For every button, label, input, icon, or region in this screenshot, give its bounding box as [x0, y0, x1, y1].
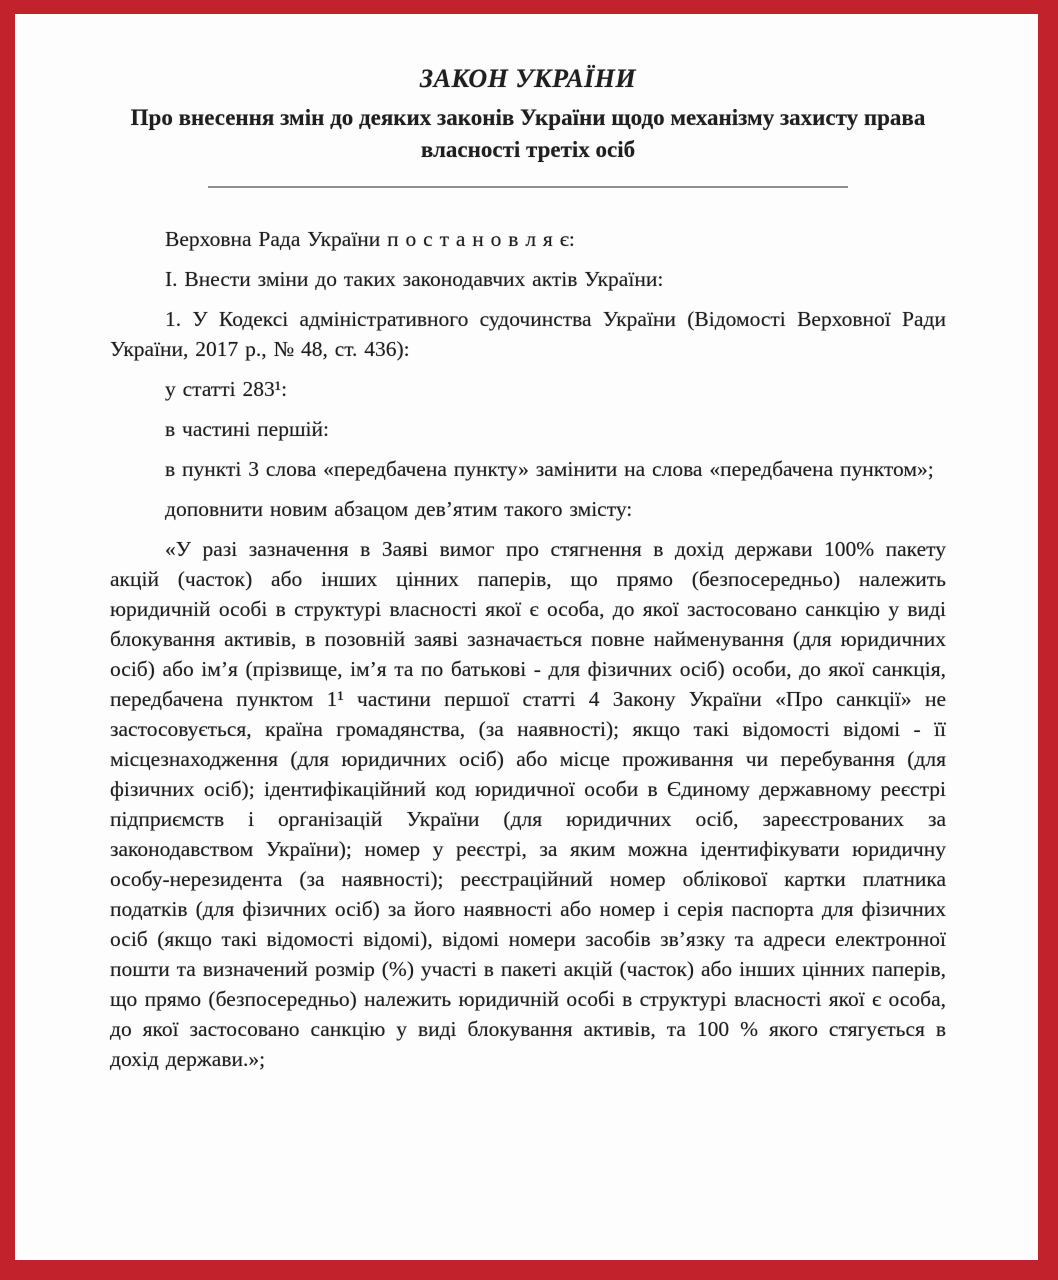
document-body [110, 224, 946, 1074]
divider-line [208, 186, 848, 188]
paragraph-section-1: I. Внести зміни до таких законодавчих актів України: [165, 267, 664, 291]
paragraph-new-abzats-intro: доповнити новим абзацом дев’ятим такого змісту: [165, 497, 633, 521]
document-page [15, 14, 1038, 1260]
document-title: ЗАКОН УКРАЇНИ [419, 64, 637, 93]
document-subtitle: Про внесення змін до деяких законів України щодо механізму захисту права власності третіх осіб [130, 105, 926, 162]
paragraph-enacting-clause: Верховна Рада України п о с т а н о в л я є: [165, 227, 575, 251]
document-header [110, 64, 946, 188]
paragraph-article-283: у статті 283¹: [165, 377, 288, 401]
paragraph-item-1-code: 1. У Кодексі адміністративного судочинства України (Відомості Верховної Ради України, 2017 р., № 48, ст. 436): [110, 307, 946, 361]
paragraph-point-3-amendment: в пункті 3 слова «передбачена пункту» замінити на слова «передбачена пунктом»; [165, 457, 934, 481]
paragraph-part-one: в частині першій: [165, 417, 329, 441]
paragraph-new-abzats-text: «У разі зазначення в Заяві вимог про стягнення в дохід держави 100% пакету акцій (часток) або інших цінних паперів, що прямо (безпосередньо) належить юридичній особі в структурі власності якої є особа, до якої застосовано санкцію у виді блокування активів, в позовній заяві зазначається повне найменування (для юридичних осіб) або ім’я (прізвище, ім’я та по батькові - для фізичних осіб) особи, до якої санкція, передбачена пунктом 1¹ частини першої статті 4 Закону України «Про санкції» не застосовується, країна громадянства, (за наявності); якщо такі відомості відомі - її місцезнаходження (для юридичних осіб) або місце проживання чи перебування (для фізичних осіб); ідентифікаційний код юридичної особи в Єдиному державному реєстрі підприємств і організацій України (для юридичних осіб, зареєстрованих за законодавством України); номер у реєстрі, за яким можна ідентифікувати юридичну особу-нерезидента (за наявності); реєстраційний номер облікової картки платника податків (для фізичних осіб) за його наявності або номер і серія паспорта для фізичних осіб (якщо такі відомості відомі), відомі номери засобів зв’язку та адреси електронної пошти та визначений розмір (%) участі в пакеті акцій (часток) або інших цінних паперів, що прямо (безпосередньо) належить юридичній особі в структурі власності якої є особа, до якої застосовано санкцію у виді блокування активів, та 100 % якого стягується в дохід держави.»; [110, 537, 946, 1071]
